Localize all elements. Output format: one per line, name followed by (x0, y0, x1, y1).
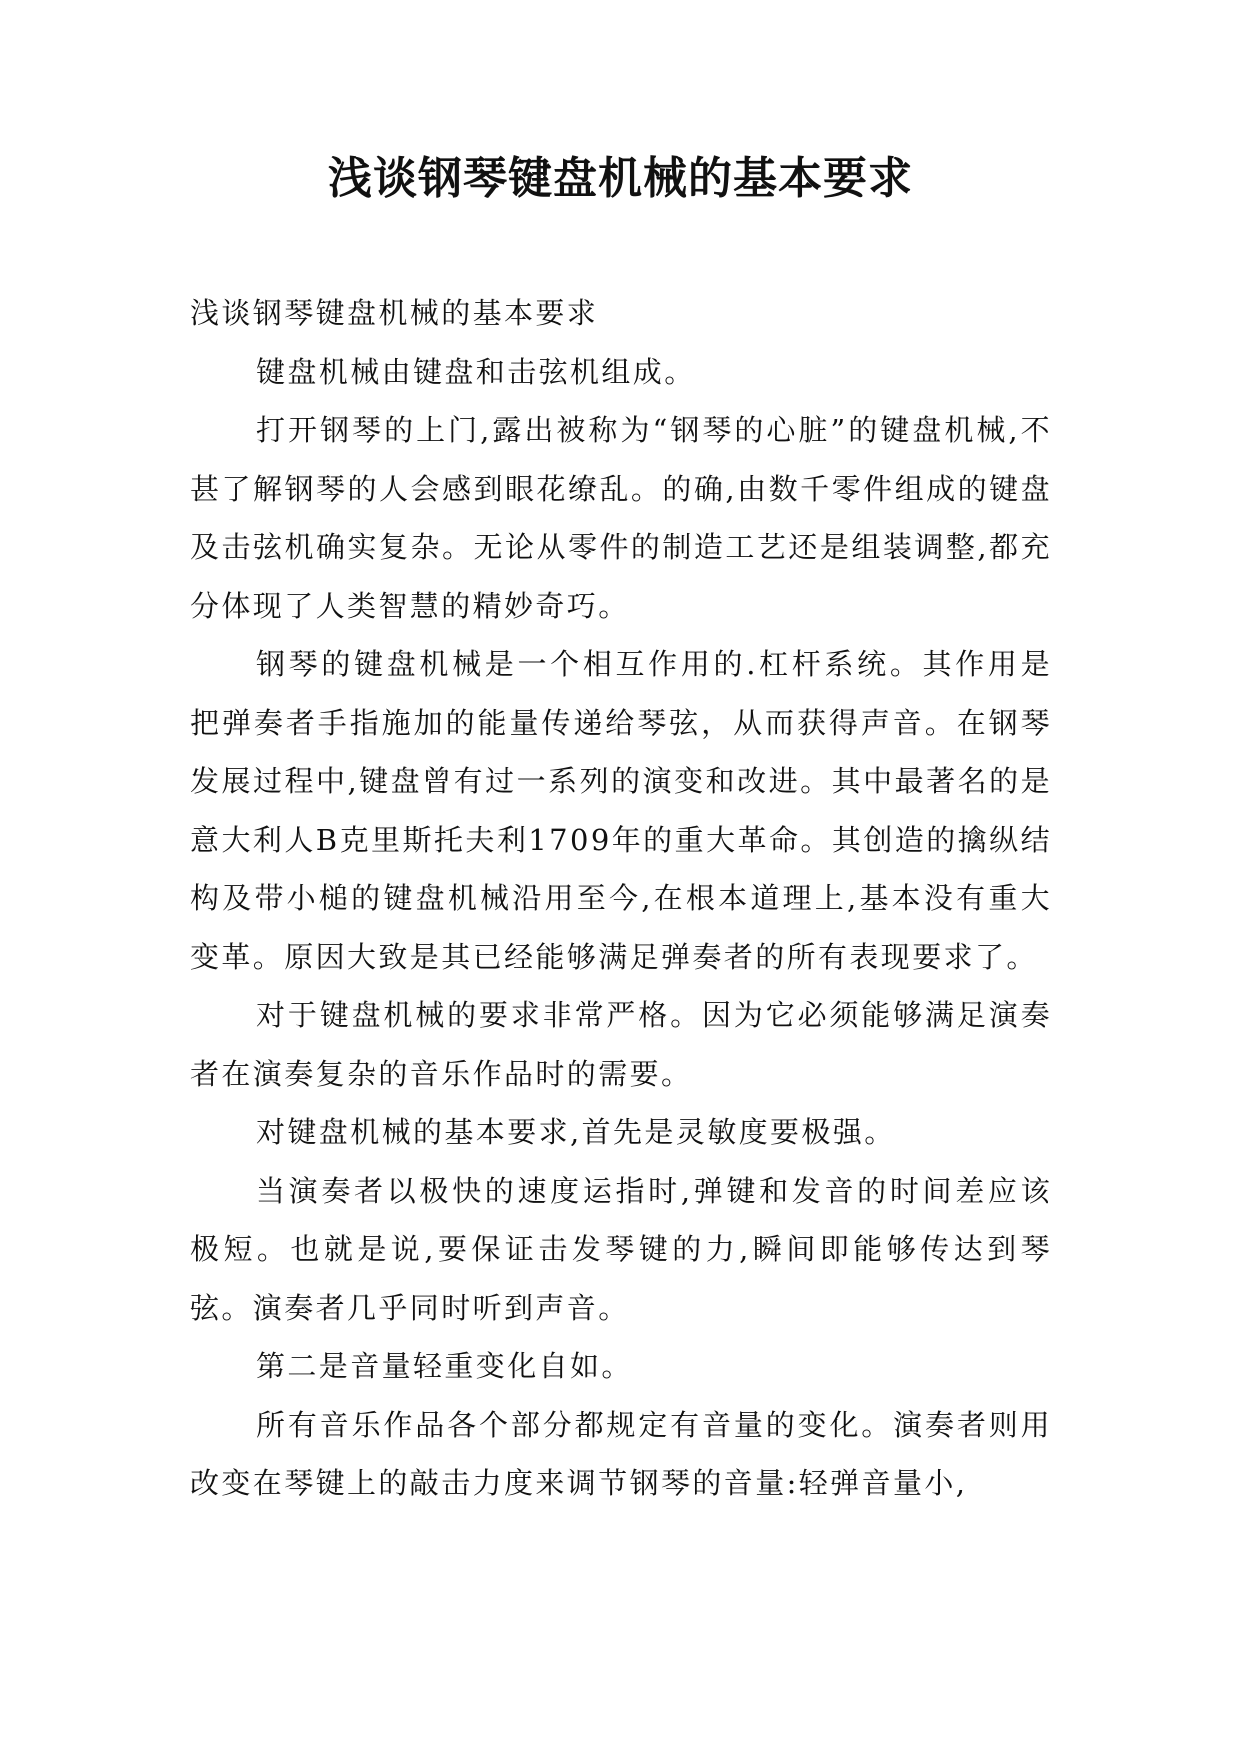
paragraph: 键盘机械由键盘和击弦机组成。 (256, 354, 696, 389)
paragraph: 对于键盘机械的要求非常严格。因为它必须能够满足演奏者在演奏复杂的音乐作品时的需要。 (190, 998, 1052, 1091)
paragraph: 当演奏者以极快的速度运指时,弹键和发音的时间差应该极短。也就是说,要保证击发琴键的力,瞬间即能够传达到琴弦。演奏者几乎同时听到声音。 (190, 1173, 1052, 1325)
document-subtitle: 浅谈钢琴键盘机械的基本要求 (190, 296, 599, 330)
paragraph: 第二是音量轻重变化自如。 (256, 1349, 633, 1383)
document-body (190, 284, 1052, 1513)
document-title: 浅谈钢琴键盘机械的基本要求 (328, 153, 913, 204)
paragraph: 打开钢琴的上门,露出被称为“钢琴的心脏”的键盘机械,不甚了解钢琴的人会感到眼花缭乱。的确,由数千零件组成的键盘及击弦机确实复杂。无论从零件的制造工艺还是组装调整,都充分体现了人类智慧的精妙奇巧。 (190, 413, 1052, 623)
paragraph: 对键盘机械的基本要求,首先是灵敏度要极强。 (256, 1115, 896, 1149)
paragraph: 钢琴的键盘机械是一个相互作用的.杠杆系统。其作用是把弹奏者手指施加的能量传递给琴弦，从而获得声音。在钢琴发展过程中,键盘曾有过一系列的演变和改进。其中最著名的是意大利人B克里斯托夫利1709年的重大革命。其创造的擒纵结构及带小槌的键盘机械沿用至今,在根本道理上,基本没有重大变革。原因大致是其已经能够满足弹奏者的所有表现要求了。 (190, 647, 1052, 974)
paragraph: 所有音乐作品各个部分都规定有音量的变化。演奏者则用改变在琴键上的敲击力度来调节钢琴的音量:轻弹音量小, (190, 1407, 1052, 1500)
